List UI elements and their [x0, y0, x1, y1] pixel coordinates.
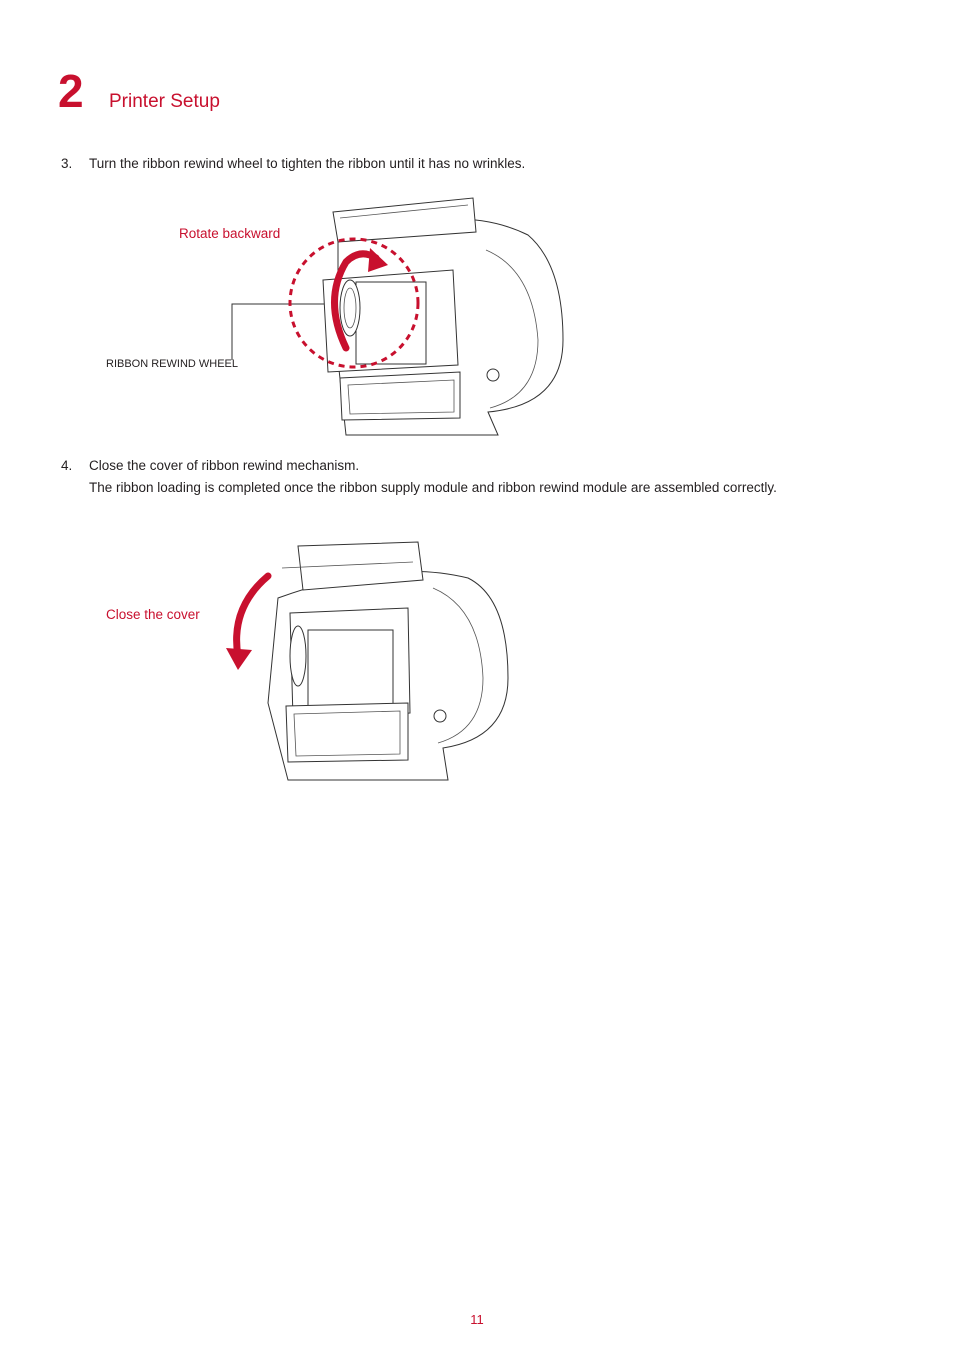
close-cover-label: Close the cover [106, 607, 200, 622]
page-number: 11 [470, 1312, 484, 1327]
close-arrow-head [226, 648, 252, 670]
step-number: 4. [61, 458, 73, 473]
chapter-number: 2 [58, 65, 84, 117]
printer-front-window [286, 703, 408, 762]
side-knob [487, 369, 499, 381]
rotate-backward-label: Rotate backward [179, 226, 281, 241]
rewind-wheel [290, 626, 306, 686]
printer-close-cover-illustration [218, 538, 518, 788]
step-detail: The ribbon loading is completed once the ribbon supply module and ribbon rewind module are assembled correctly. [89, 480, 777, 495]
ribbon-roll [308, 630, 393, 712]
ribbon-roll [356, 282, 426, 364]
ribbon-rewind-wheel-label: RIBBON REWIND WHEEL [106, 358, 239, 370]
chapter-title: Printer Setup [109, 91, 220, 112]
step-text: Turn the ribbon rewind wheel to tighten the ribbon until it has no wrinkles. [89, 156, 526, 171]
step-text: Close the cover of ribbon rewind mechanism. [89, 458, 360, 473]
side-knob [434, 710, 446, 722]
step-number: 3. [61, 156, 73, 171]
printer-rotate-wheel-illustration [228, 190, 568, 440]
close-arrow [237, 576, 268, 656]
